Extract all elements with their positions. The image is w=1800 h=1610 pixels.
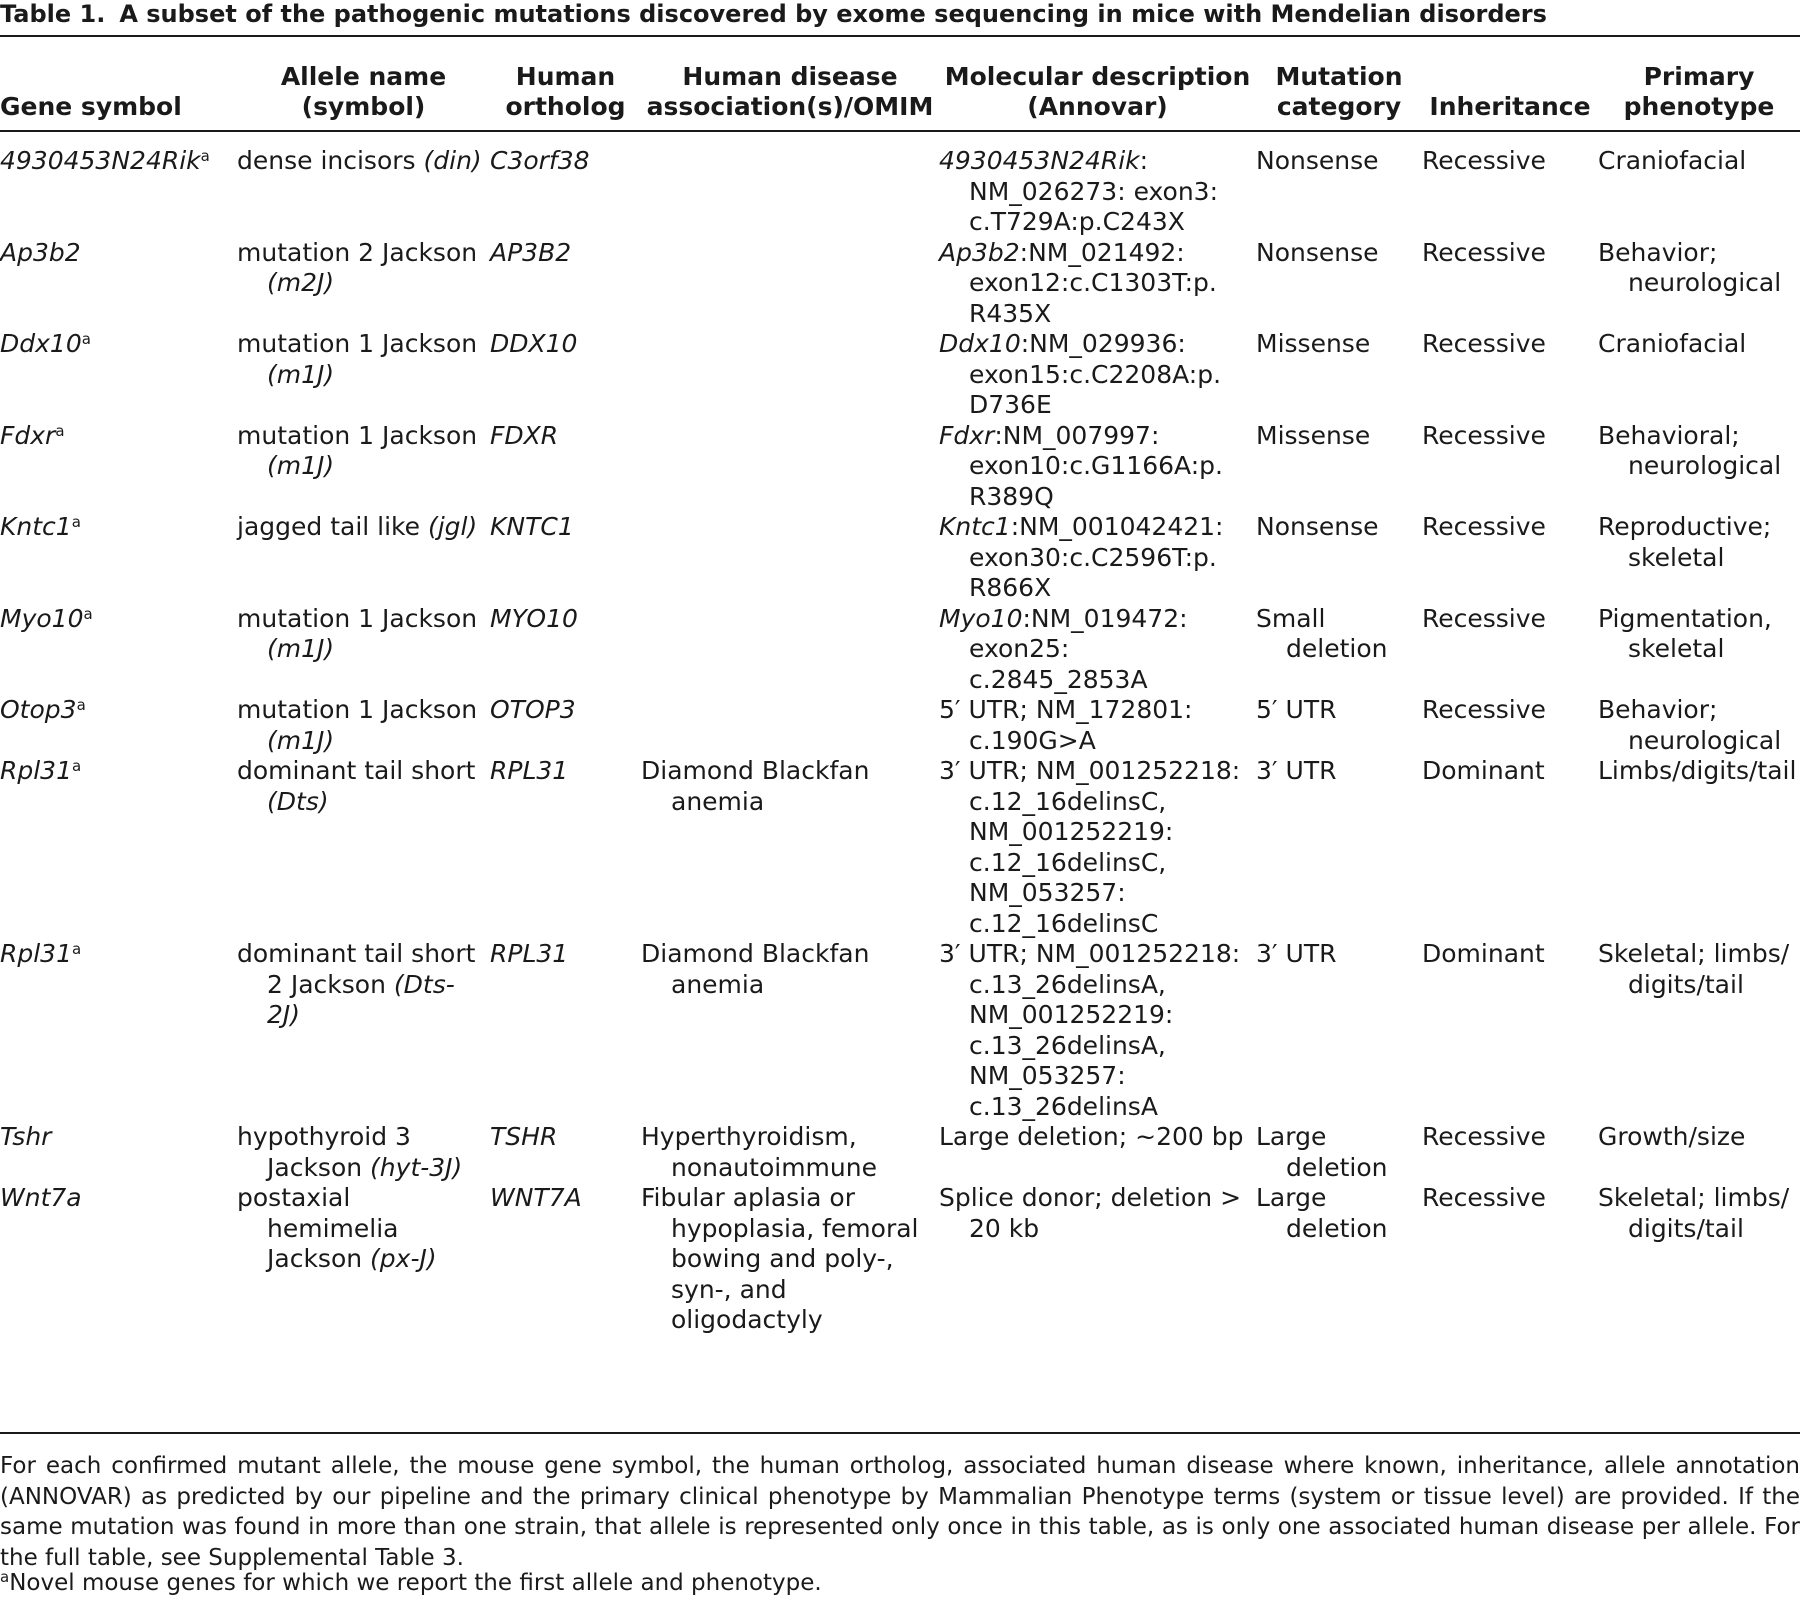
molecular-description: :NM_019472: exon25: c.2845_2853A: [969, 603, 1188, 694]
mutation-category: 3′ UTR: [1256, 939, 1337, 968]
allele-name: mutation 1 Jackson: [237, 695, 478, 724]
cell-gene-symbol: [0, 939, 237, 1122]
cell-molecular-description: [939, 939, 1256, 1122]
gene-symbol: Rpl31: [0, 756, 72, 785]
molecular-gene-prefix: Kntc1: [939, 512, 1011, 541]
gene-symbol: Fdxr: [0, 420, 56, 450]
human-ortholog: RPL31: [490, 939, 569, 968]
inheritance: Dominant: [1422, 756, 1545, 785]
disease-association: Hyperthyroidism, nonautoimmune: [641, 1122, 877, 1182]
novel-gene-marker: a: [72, 940, 82, 958]
cell-human-ortholog: [490, 604, 641, 696]
novel-gene-marker: a: [200, 147, 210, 165]
allele-symbol: (m1J): [267, 359, 335, 389]
table-row: [0, 604, 1800, 696]
caption-title: A subset of the pathogenic mutations discovered by exome sequencing in mice with Mendelian disorders: [119, 0, 1547, 28]
gene-symbol: Wnt7a: [0, 1183, 82, 1212]
cell-allele-name: [237, 238, 490, 330]
cell-disease: [641, 695, 939, 756]
primary-phenotype: Behavior; neurological: [1598, 695, 1782, 755]
human-ortholog: TSHR: [490, 1122, 558, 1151]
cell-human-ortholog: [490, 939, 641, 1122]
mutation-category: Missense: [1256, 329, 1371, 358]
cell-mutation-category: [1256, 329, 1422, 421]
allele-symbol: (jgl): [427, 512, 478, 541]
allele-symbol: (m1J): [267, 451, 335, 480]
cell-primary-phenotype: [1598, 329, 1800, 421]
allele-name: mutation 1 Jackson: [237, 329, 478, 358]
cell-human-ortholog: [490, 421, 641, 513]
allele-symbol: (m1J): [267, 634, 335, 663]
cell-disease: [641, 1122, 939, 1183]
table-row: [0, 421, 1800, 513]
molecular-gene-prefix: 4930453N24Rik: [939, 146, 1140, 175]
cell-primary-phenotype: [1598, 604, 1800, 696]
cell-gene-symbol: [0, 756, 237, 939]
caption-label: Table 1.: [0, 0, 106, 28]
primary-phenotype: Reproductive; skeletal: [1598, 512, 1772, 572]
cell-inheritance: [1422, 1183, 1598, 1336]
cell-molecular-description: [939, 130, 1256, 238]
allele-symbol: (m2J): [267, 268, 335, 297]
cell-primary-phenotype: [1598, 238, 1800, 330]
allele-symbol: (Dts): [267, 786, 329, 816]
molecular-description: :NM_021492: exon12:c.C1303T:p. R435X: [969, 237, 1217, 328]
mutation-category: Nonsense: [1256, 146, 1379, 175]
cell-inheritance: [1422, 939, 1598, 1122]
cell-mutation-category: [1256, 939, 1422, 1122]
mutations-table: [0, 37, 1800, 1336]
molecular-gene-prefix: Ddx10: [939, 329, 1021, 358]
column-header: Mutation category: [1275, 62, 1403, 121]
primary-phenotype: Growth/size: [1598, 1122, 1746, 1151]
cell-gene-symbol: [0, 695, 237, 756]
cell-mutation-category: [1256, 238, 1422, 330]
cell-primary-phenotype: [1598, 939, 1800, 1122]
cell-human-ortholog: [490, 756, 641, 939]
mutation-category: Nonsense: [1256, 512, 1379, 541]
cell-molecular-description: [939, 329, 1256, 421]
molecular-description: :NM_001042421: exon30:c.C2596T:p. R866X: [969, 512, 1224, 602]
inheritance: Recessive: [1422, 420, 1546, 450]
mutation-category: 5′ UTR: [1256, 695, 1337, 724]
inheritance: Dominant: [1422, 939, 1545, 968]
human-ortholog: C3orf38: [490, 146, 590, 175]
allele-name: dense incisors: [237, 146, 416, 175]
inheritance: Recessive: [1422, 329, 1546, 358]
cell-allele-name: [237, 756, 490, 939]
molecular-description: 3′ UTR; NM_001252218: c.12_16delinsC, NM_001252219: c.12_16delinsC, NM_053257: c.12_16delinsC: [939, 756, 1241, 938]
column-header: Human disease association(s)/OMIM: [646, 62, 934, 121]
cell-inheritance: [1422, 329, 1598, 421]
cell-inheritance: [1422, 238, 1598, 330]
cell-molecular-description: [939, 695, 1256, 756]
novel-gene-marker: a: [76, 696, 86, 714]
disease-association: Fibular aplasia or hypoplasia, femoral bowing and poly-, syn-, and oligodactyly: [641, 1183, 919, 1334]
cell-primary-phenotype: [1598, 1122, 1800, 1183]
inheritance: Recessive: [1422, 512, 1546, 541]
human-ortholog: FDXR: [490, 420, 559, 450]
cell-human-ortholog: [490, 130, 641, 238]
mutation-category: Small deletion: [1256, 603, 1388, 663]
table-footnote: For each confirmed mutant allele, the mouse gene symbol, the human ortholog, associated human disease where known, inheritance, allele annotation (ANNOVAR) as predicted by our pipeline and the primary clinical phenotype by Mammalian Phenotype terms (system or tissue level) are provided. If the same mutation was found in more than one strain, that allele is represented only once in this table, as is only one associated human disease per allele. For the full table, see Supplemental Table 3.: [0, 1453, 1800, 1571]
column-header: Inheritance: [1429, 92, 1591, 121]
allele-symbol: (m1J): [267, 725, 335, 755]
primary-phenotype: Craniofacial: [1598, 329, 1747, 358]
gene-symbol: Ddx10: [0, 329, 82, 358]
mutation-category: Large deletion: [1256, 1122, 1388, 1182]
cell-gene-symbol: [0, 130, 237, 238]
cell-disease: [641, 756, 939, 939]
cell-molecular-description: [939, 604, 1256, 696]
cell-mutation-category: [1256, 512, 1422, 604]
cell-mutation-category: [1256, 1183, 1422, 1336]
primary-phenotype: Limbs/digits/tail: [1598, 756, 1797, 785]
disease-association: Diamond Blackfan anemia: [641, 939, 870, 999]
table-row: [0, 329, 1800, 421]
table-row: [0, 1122, 1800, 1183]
allele-name: mutation 1 Jackson: [237, 420, 478, 450]
human-ortholog: AP3B2: [490, 237, 572, 267]
allele-name: postaxial hemimelia Jackson: [237, 1183, 399, 1273]
table-row: [0, 512, 1800, 604]
gene-symbol: Tshr: [0, 1122, 52, 1151]
cell-inheritance: [1422, 130, 1598, 238]
allele-name: mutation 2 Jackson: [237, 237, 478, 267]
cell-mutation-category: [1256, 1122, 1422, 1183]
disease-association: Diamond Blackfan anemia: [641, 756, 870, 816]
allele-name: hypothyroid 3 Jackson: [237, 1122, 411, 1182]
cell-molecular-description: [939, 756, 1256, 939]
gene-symbol: Myo10: [0, 603, 84, 633]
cell-human-ortholog: [490, 329, 641, 421]
cell-gene-symbol: [0, 1122, 237, 1183]
column-header: Primary phenotype: [1623, 62, 1775, 121]
header-row: [0, 37, 1800, 130]
molecular-description: : NM_026273: exon3: c.T729A:p.C243X: [969, 146, 1219, 236]
allele-name: dominant tail short 2 Jackson: [237, 939, 476, 999]
molecular-description: 5′ UTR; NM_172801: c.190G>A: [939, 695, 1193, 755]
cell-mutation-category: [1256, 756, 1422, 939]
cell-gene-symbol: [0, 238, 237, 330]
bottom-rule: [0, 1432, 1800, 1434]
cell-inheritance: [1422, 421, 1598, 513]
cell-mutation-category: [1256, 604, 1422, 696]
footnote-marker: a: [0, 1568, 10, 1586]
molecular-description: :NM_007997: exon10:c.G1166A:p. R389Q: [969, 420, 1223, 511]
mutation-category: 3′ UTR: [1256, 756, 1337, 785]
cell-disease: [641, 238, 939, 330]
table-row: [0, 1183, 1800, 1336]
primary-phenotype: Behavioral; neurological: [1598, 420, 1782, 480]
table-row: [0, 238, 1800, 330]
cell-human-ortholog: [490, 1183, 641, 1336]
cell-molecular-description: [939, 1183, 1256, 1336]
gene-symbol: Otop3: [0, 695, 77, 724]
molecular-description: 3′ UTR; NM_001252218: c.13_26delinsA, NM_001252219: c.13_26delinsA, NM_053257: c.13_26delinsA: [939, 939, 1241, 1121]
human-ortholog: WNT7A: [490, 1183, 582, 1212]
cell-molecular-description: [939, 421, 1256, 513]
table-body: [0, 130, 1800, 1336]
mutation-category: Nonsense: [1256, 237, 1379, 267]
column-header: Allele name (symbol): [280, 62, 447, 121]
allele-name: mutation 1 Jackson: [237, 603, 478, 633]
cell-primary-phenotype: [1598, 756, 1800, 939]
human-ortholog: OTOP3: [490, 695, 576, 724]
cell-molecular-description: [939, 238, 1256, 330]
primary-phenotype: Craniofacial: [1598, 146, 1747, 175]
novel-gene-marker: a: [55, 421, 65, 440]
inheritance: Recessive: [1422, 1122, 1546, 1151]
cell-mutation-category: [1256, 130, 1422, 238]
cell-molecular-description: [939, 512, 1256, 604]
cell-allele-name: [237, 695, 490, 756]
molecular-description: :NM_029936: exon15:c.C2208A:p. D736E: [969, 329, 1222, 419]
gene-symbol: Kntc1: [0, 512, 72, 541]
cell-primary-phenotype: [1598, 1183, 1800, 1336]
allele-symbol: (hyt-3J): [370, 1152, 463, 1182]
cell-gene-symbol: [0, 512, 237, 604]
cell-human-ortholog: [490, 1122, 641, 1183]
molecular-gene-prefix: Fdxr: [939, 420, 995, 450]
cell-disease: [641, 421, 939, 513]
cell-primary-phenotype: [1598, 512, 1800, 604]
allele-symbol: (Dts-2J): [267, 969, 455, 1029]
table-row: [0, 695, 1800, 756]
mutation-category: Large deletion: [1256, 1183, 1388, 1243]
allele-name: jagged tail like: [237, 512, 421, 541]
cell-primary-phenotype: [1598, 421, 1800, 513]
primary-phenotype: Skeletal; limbs/ digits/tail: [1598, 1183, 1790, 1243]
novel-gene-marker: a: [72, 757, 82, 775]
cell-human-ortholog: [490, 695, 641, 756]
novel-gene-marker: a: [81, 330, 91, 348]
primary-phenotype: Behavior; neurological: [1598, 237, 1782, 297]
table-row: [0, 939, 1800, 1122]
gene-symbol: Rpl31: [0, 939, 72, 968]
cell-allele-name: [237, 421, 490, 513]
cell-primary-phenotype: [1598, 695, 1800, 756]
table-row: [0, 756, 1800, 939]
cell-allele-name: [237, 130, 490, 238]
cell-allele-name: [237, 604, 490, 696]
primary-phenotype: Pigmentation, skeletal: [1598, 603, 1772, 663]
allele-symbol: (din): [423, 146, 482, 175]
human-ortholog: KNTC1: [490, 512, 574, 541]
footnote-text: Novel mouse genes for which we report the first allele and phenotype.: [9, 1570, 822, 1596]
cell-allele-name: [237, 1122, 490, 1183]
cell-molecular-description: [939, 1122, 1256, 1183]
allele-symbol: (px-J): [370, 1244, 437, 1273]
cell-disease: [641, 329, 939, 421]
cell-disease: [641, 604, 939, 696]
cell-allele-name: [237, 1183, 490, 1336]
cell-mutation-category: [1256, 421, 1422, 513]
gene-symbol: 4930453N24Rik: [0, 146, 201, 175]
cell-gene-symbol: [0, 421, 237, 513]
inheritance: Recessive: [1422, 146, 1546, 175]
cell-mutation-category: [1256, 695, 1422, 756]
cell-disease: [641, 512, 939, 604]
inheritance: Recessive: [1422, 1183, 1546, 1212]
cell-gene-symbol: [0, 1183, 237, 1336]
cell-gene-symbol: [0, 604, 237, 696]
cell-disease: [641, 1183, 939, 1336]
table-row: [0, 130, 1800, 238]
molecular-description: Splice donor; deletion > 20 kb: [939, 1183, 1242, 1243]
mutation-category: Missense: [1256, 420, 1371, 450]
gene-symbol: Ap3b2: [0, 237, 81, 267]
novel-gene-marker: a: [71, 513, 81, 531]
column-header: Human ortholog: [505, 62, 626, 121]
human-ortholog: DDX10: [490, 329, 578, 358]
inheritance: Recessive: [1422, 695, 1546, 724]
cell-inheritance: [1422, 695, 1598, 756]
cell-allele-name: [237, 512, 490, 604]
column-header: Molecular description (Annovar): [944, 62, 1251, 121]
human-ortholog: MYO10: [490, 603, 578, 633]
cell-inheritance: [1422, 512, 1598, 604]
inheritance: Recessive: [1422, 603, 1546, 633]
table-caption: [0, 0, 1800, 28]
cell-disease: [641, 939, 939, 1122]
cell-allele-name: [237, 939, 490, 1122]
inheritance: Recessive: [1422, 237, 1546, 267]
molecular-description: Large deletion; ~200 bp: [939, 1122, 1244, 1151]
cell-gene-symbol: [0, 329, 237, 421]
novel-genes-footnote: [0, 1568, 1800, 1599]
primary-phenotype: Skeletal; limbs/ digits/tail: [1598, 939, 1790, 999]
cell-inheritance: [1422, 604, 1598, 696]
molecular-gene-prefix: Myo10: [939, 603, 1023, 633]
allele-name: dominant tail short: [237, 756, 476, 785]
cell-disease: [641, 130, 939, 238]
novel-gene-marker: a: [83, 604, 93, 623]
cell-inheritance: [1422, 1122, 1598, 1183]
cell-human-ortholog: [490, 512, 641, 604]
cell-inheritance: [1422, 756, 1598, 939]
cell-primary-phenotype: [1598, 130, 1800, 238]
human-ortholog: RPL31: [490, 756, 569, 785]
molecular-gene-prefix: Ap3b2: [939, 237, 1020, 267]
cell-allele-name: [237, 329, 490, 421]
column-header: Gene symbol: [0, 92, 182, 121]
cell-human-ortholog: [490, 238, 641, 330]
